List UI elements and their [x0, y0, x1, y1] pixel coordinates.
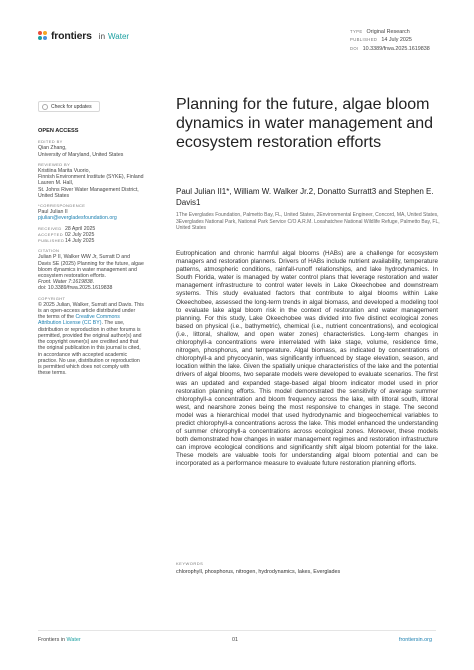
reviewer-line: Kristiina Marita Vuorio, — [38, 168, 90, 175]
copyright-line: © 2025 Julian, Walker, Surratt and Davis. This — [38, 301, 144, 308]
published-value: 14 July 2025 — [381, 37, 412, 44]
site-link[interactable]: frontiersin.org — [399, 637, 432, 643]
accepted-label: ACCEPTED — [38, 231, 63, 237]
reviewed-by-label: REVIEWED BY — [38, 161, 71, 167]
article-meta — [350, 28, 430, 53]
license-link[interactable]: Creative Commons — [75, 314, 120, 321]
reviewer-line: Finnish Environment Institute (SYKE), Finland — [38, 174, 144, 181]
copyright-line: is an open-access article distributed under — [38, 308, 136, 315]
correspondence-label: *CORRESPONDENCE — [38, 203, 86, 209]
citation-label: CITATION — [38, 248, 60, 254]
reviewer-line: St. Johns River Water Management District, — [38, 186, 139, 193]
citation-line: Julian P II, Walker WW Jr, Surratt D and — [38, 254, 130, 261]
received-date: 28 April 2025 — [65, 225, 96, 232]
copyright-line: distribution or reproduction in other forums is — [38, 326, 141, 333]
edited-by-label: EDITED BY — [38, 139, 63, 145]
journal-name: Water — [108, 31, 130, 41]
reviewer-line: Lauren M. Hall, — [38, 180, 74, 187]
check-for-updates-button[interactable] — [38, 101, 100, 112]
type-value: Original Research — [366, 29, 410, 35]
published-date: 14 July 2025 — [65, 238, 95, 245]
citation-line: Front. Water 7:1619838. — [38, 279, 95, 286]
author-list: Paul Julian II1*, William W. Walker Jr.2, Donatto Surratt3 and Stephen E. Davis1 — [176, 187, 434, 207]
copyright-line: is permitted which does not comply with — [38, 363, 130, 370]
correspondence-name: Paul Julian II — [38, 209, 68, 216]
reviewer-line: United States — [38, 192, 70, 199]
article-title: Planning for the future, algae bloom dynamics in water management and ecosystem restoration efforts — [176, 96, 434, 151]
copyright-line: the copyright owner(s) are credited and that — [38, 339, 139, 346]
footer-journal-name: Water — [66, 637, 81, 643]
citation-line: bloom dynamics in water management and — [38, 266, 137, 273]
citation-line: Davis SE (2025) Planning for the future, algae — [38, 260, 144, 267]
copyright-line: the terms of the — [38, 314, 76, 321]
frontiers-logo[interactable] — [38, 30, 129, 42]
page-number: 01 — [232, 637, 238, 643]
article-dates — [38, 226, 158, 245]
citation-doi: doi: 10.3389/frwa.2025.1619838 — [38, 285, 113, 292]
copyright-line: practice. No use, distribution or reproduction — [38, 357, 140, 364]
doi-label: DOI — [350, 45, 359, 51]
check-updates-label: Check for updates — [51, 103, 92, 110]
correspondence-email-link[interactable]: pjulian@evergladesfoundation.org — [38, 215, 117, 222]
abstract: Eutrophication and chronic harmful algal blooms (HABs) are a challenge for ecosystem managers and restoration planners. Drivers of HABs include nutrient availability, temperature patterns, atmospheric conditions, rainfall-runoff relationships, and lake hydrodynamics. In South Florida, water is managed by water control plans that leverage restoration and water management infrastructure to control water levels in Lake Okeechobee and downstream systems. This study evaluated factors that contribute to algal blooms within Lake Okeechobee, assessed the long-term trends in algal biomass, and developed a modeling tool to evaluate lake algal bloom risk in the context of restoration and water management planning. For this study, Lake Okeechobee was divided into five distinct ecological zones based on physical (i.e., bathymetric), chemical (i.e., nutrient concentrations), and ecological (i.e., littoral, shallow, and open water zones) characteristics. Long-term changes in chlorophyll-a concentrations were interrelated with lake stage, volume, residence time, nitrogen, phosphorus, and temperature. Algal biomass, as indicated by concentrations of chlorophyll-a and phycocyanin, was significantly influenced by stage elevation, season, and location within the lake. Given the spatially unique characteristics of the lake and the potential drivers of algal blooms, two separate models were developed to evaluate scenarios. The first was an updated and expanded stage-based algal bloom indicator model used in prior restoration planning efforts. This model demonstrated the sensitivity of average summer chlorophyll-a concentration and bloom frequency across the lake, with littoral south, littoral west, and nearshore zones being the most responsive to changes in stage. The second model was a hierarchical model that used hydrodynamic and biogeochemical variables to predict chlorophyll-a concentrations across the lake. This model enhanced the understanding of summer chlorophyll-a concentrations across ecological zones. Moreover, these models both demonstrated how changes in water management regimes and restoration infrastructure can improve ecological conditions and significantly shift algal bloom potential for the lake. These models are valuable tools for understanding algal bloom potential and can be incorporated as a performance measure to evaluate future restoration planning efforts. — [176, 250, 438, 468]
copyright-line: the original publication in this journal is cited, — [38, 345, 141, 352]
footer-journal — [38, 637, 81, 643]
accepted-date: 02 July 2025 — [65, 231, 95, 238]
copyright-line: in accordance with accepted academic — [38, 351, 128, 358]
published-label: PUBLISHED — [350, 37, 378, 43]
footer-divider — [38, 630, 436, 631]
check-updates-icon — [42, 104, 48, 110]
publisher-name: frontiers — [51, 30, 92, 42]
doi-value[interactable]: 10.3389/frwa.2025.1619838 — [362, 45, 430, 52]
citation-line: ecosystem restoration efforts. — [38, 273, 106, 280]
received-label: RECEIVED — [38, 225, 62, 231]
affiliations: 1The Everglades Foundation, Palmetto Bay, FL, United States, 2Environmental Engineer, Concord, MA, United States, 3Everglades National Park, National Park Service C/O A.R.M. Loxahatchee National Wildlife Refuge, Palmetto Bay, FL, United States — [176, 212, 440, 232]
copyright-label: COPYRIGHT — [38, 295, 66, 301]
sidebar — [38, 128, 158, 376]
copyright-line: . The use, — [101, 320, 125, 327]
editor-affiliation: University of Maryland, United States — [38, 151, 124, 158]
keywords: chlorophyll, phosphorus, nitrogen, hydrodynamics, lakes, Everglades — [176, 569, 341, 575]
copyright-line: permitted, provided the original author(s) and — [38, 332, 142, 339]
open-access-label: OPEN ACCESS — [38, 128, 79, 134]
journal-prefix: in — [98, 31, 106, 41]
keywords-label: KEYWORDS — [176, 561, 204, 566]
editor-name: Qian Zhang, — [38, 145, 67, 152]
type-label: TYPE — [350, 29, 363, 34]
copyright-line: these terms. — [38, 370, 67, 377]
published-label: PUBLISHED — [38, 238, 65, 244]
frontiers-logo-icon — [38, 31, 48, 41]
footer-journal-prefix: Frontiers in — [38, 637, 65, 643]
license-link[interactable]: Attribution License (CC BY) — [38, 320, 102, 327]
